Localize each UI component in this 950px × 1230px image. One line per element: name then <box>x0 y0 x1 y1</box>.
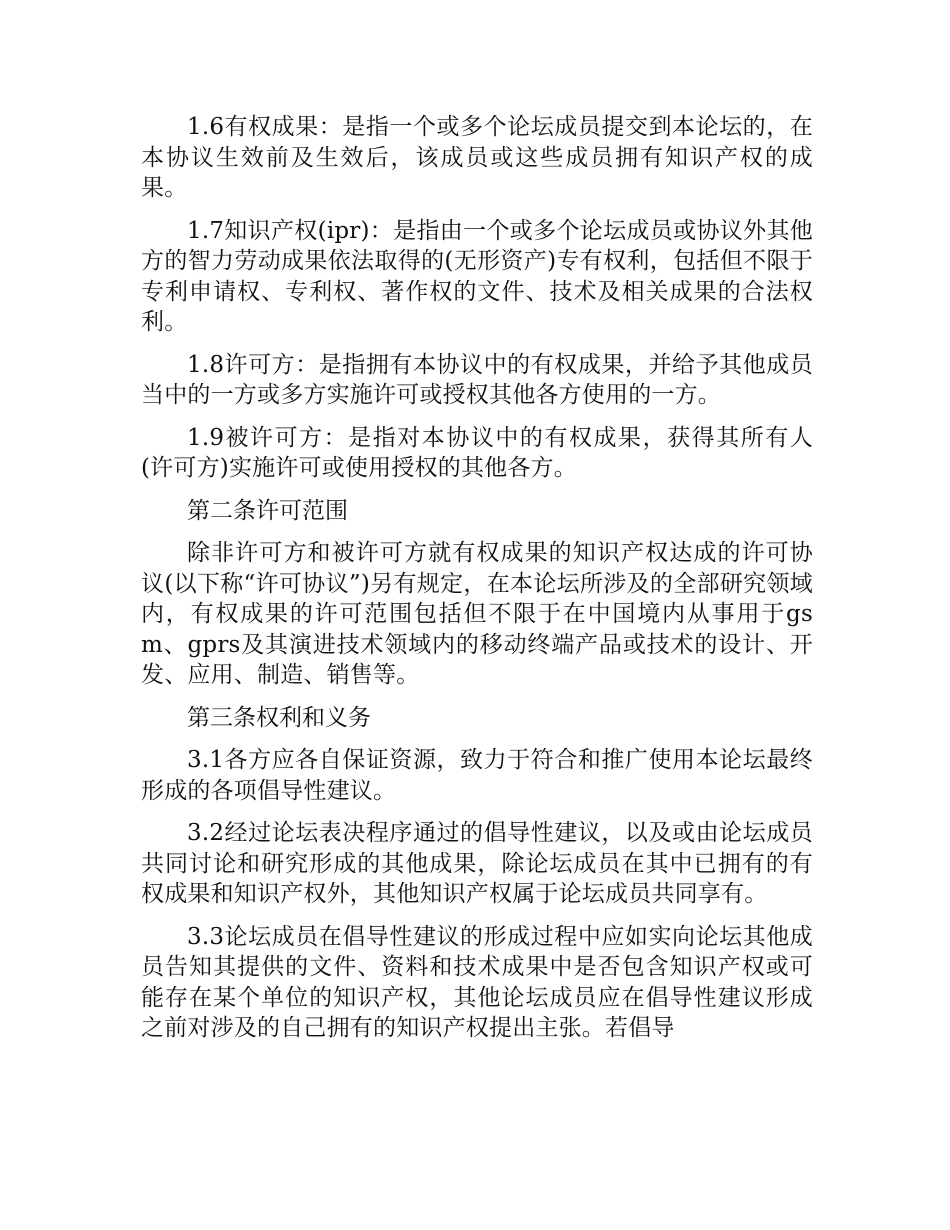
paragraph-1-7: 1.7知识产权(ipr)：是指由一个或多个论坛成员或协议外其他方的智力劳动成果依法取得的(无形资产)专有权利，包括但不限于专利申请权、专利权、著作权的文件、技术及相关成果的合法权利。 <box>141 217 813 335</box>
paragraph-3-2: 3.2经过论坛表决程序通过的倡导性建议，以及或由论坛成员共同讨论和研究形成的其他成果，除论坛成员在其中已拥有的有权成果和知识产权外，其他知识产权属于论坛成员共同享有。 <box>141 820 813 907</box>
paragraph-scope: 除非许可方和被许可方就有权成果的知识产权达成的许可协议(以下称“许可协议”)另有规定，在本论坛所涉及的全部研究领域内，有权成果的许可范围包括但不限于在中国境内从事用于gsm、gprs及其演进技术领域内的移动终端产品或技术的设计、开发、应用、制造、销售等。 <box>141 540 813 688</box>
paragraph-3-3: 3.3论坛成员在倡导性建议的形成过程中应如实向论坛其他成员告知其提供的文件、资料和技术成果中是否包含知识产权或可能存在某个单位的知识产权，其他论坛成员应在倡导性建议形成之前对涉及的自己拥有的知识产权提出主张。若倡导 <box>141 923 813 1041</box>
paragraph-1-6: 1.6有权成果：是指一个或多个论坛成员提交到本论坛的，在本协议生效前及生效后，该成员或这些成员拥有知识产权的成果。 <box>141 114 813 201</box>
section-heading-2: 第二条许可范围 <box>187 497 348 524</box>
paragraph-3-1: 3.1各方应各自保证资源，致力于符合和推广使用本论坛最终形成的各项倡导性建议。 <box>141 747 813 804</box>
section-heading-3: 第三条权利和义务 <box>187 704 371 731</box>
paragraph-1-8: 1.8许可方：是指拥有本协议中的有权成果，并给予其他成员当中的一方或多方实施许可或授权其他各方使用的一方。 <box>141 351 813 408</box>
document-page <box>141 112 813 1056</box>
paragraph-1-9: 1.9被许可方：是指对本协议中的有权成果，获得其所有人(许可方)实施许可或使用授权的其他各方。 <box>141 424 813 481</box>
